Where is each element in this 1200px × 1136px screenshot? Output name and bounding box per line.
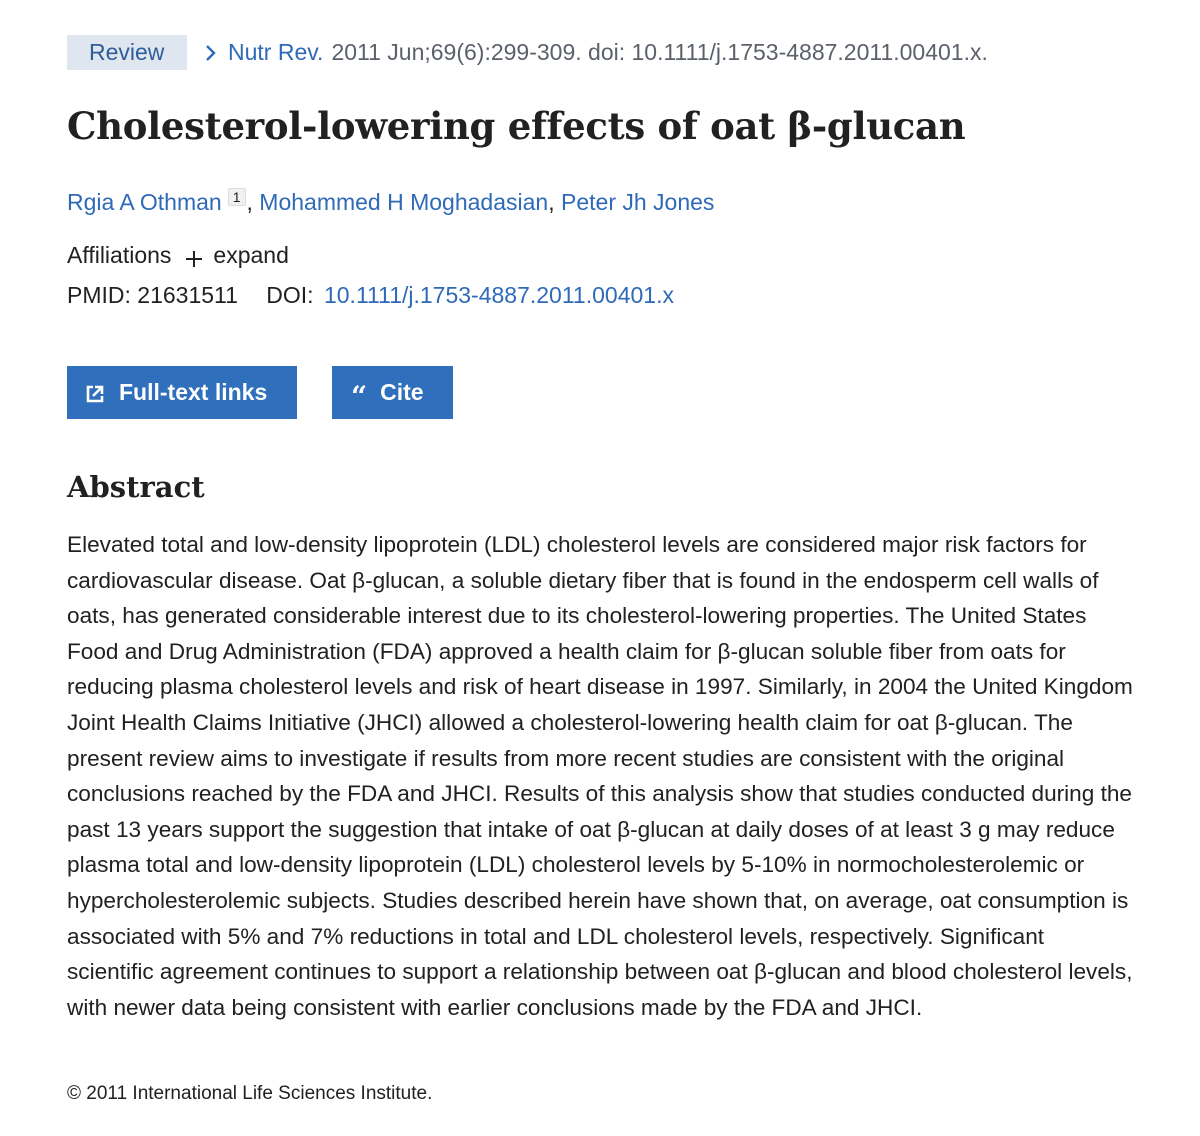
full-text-links-label: Full-text links — [119, 379, 268, 405]
article-source — [67, 35, 988, 70]
affiliation-number[interactable]: 1 — [228, 188, 246, 206]
publication-type-badge: Review — [67, 35, 187, 70]
cite-button[interactable] — [332, 366, 453, 419]
abstract-text: Elevated total and low-density lipoprotein (LDL) cholesterol levels are considered major risk factors for cardiovascular disease. Oat β-glucan, a soluble dietary fiber that is found in the endosperm cell walls of oats, has generated considerable interest due to its cholesterol-lowering properties. The United States Food and Drug Administration (FDA) approved a health claim for β-glucan soluble fiber from oats for reducing plasma cholesterol levels and risk of heart disease in 1997. Similarly, in 2004 the United Kingdom Joint Health Claims Initiative (JHCI) allowed a cholesterol-lowering health claim for oat β-glucan. The present review aims to investigate if results from more recent studies are consistent with the original conclusions reached by the FDA and JHCI. Results of this analysis show that studies conducted during the past 13 years support the suggestion that intake of oat β-glucan at daily doses of at least 3 g may reduce plasma total and low-density lipoprotein (LDL) cholesterol levels by 5-10% in normocholesterolemic or hypercholesterolemic subjects. Studies described herein have shown that, on average, oat consumption is associated with 5% and 7% reductions in total and LDL cholesterol levels, respectively. Significant scientific agreement continues to support a relationship between oat β-glucan and blood cholesterol levels, with newer data being consistent with earlier conclusions made by the FDA and JHCI. — [67, 532, 1133, 1020]
copyright-notice: © 2011 International Life Sciences Institute. — [67, 1083, 433, 1104]
chevron-right-icon[interactable] — [205, 42, 219, 64]
expand-affiliations-button[interactable] — [185, 242, 288, 269]
doi-label: DOI: — [266, 282, 314, 308]
action-buttons — [67, 366, 453, 419]
author-separator: , — [246, 189, 260, 215]
author-link[interactable]: Peter Jh Jones — [561, 189, 715, 215]
external-link-icon — [85, 383, 105, 403]
article-title: Cholesterol-lowering effects of oat β-glucan — [67, 104, 966, 148]
full-text-links-button[interactable] — [67, 366, 297, 419]
pmid-label: PMID: — [67, 282, 131, 308]
pmid-value: 21631511 — [137, 282, 238, 308]
plus-icon — [185, 247, 203, 265]
cite-label: Cite — [380, 379, 424, 405]
author-link[interactable]: Mohammed H Moghadasian — [259, 189, 549, 215]
identifiers — [67, 282, 674, 309]
doi-link[interactable]: 10.1111/j.1753-4887.2011.00401.x — [323, 282, 674, 308]
affiliations-row — [67, 242, 289, 269]
expand-label: expand — [213, 242, 289, 268]
journal-link[interactable]: Nutr Rev. — [228, 39, 324, 65]
citation-info: 2011 Jun;69(6):299-309. doi: 10.1111/j.1753-4887.2011.00401.x. — [331, 39, 988, 65]
author-separator: , — [548, 189, 561, 215]
author-list — [67, 188, 714, 216]
quote-icon: “ — [351, 379, 368, 413]
author-link[interactable]: Rgia A Othman — [67, 189, 222, 215]
affiliations-label: Affiliations — [67, 242, 172, 268]
abstract-heading: Abstract — [67, 470, 205, 504]
